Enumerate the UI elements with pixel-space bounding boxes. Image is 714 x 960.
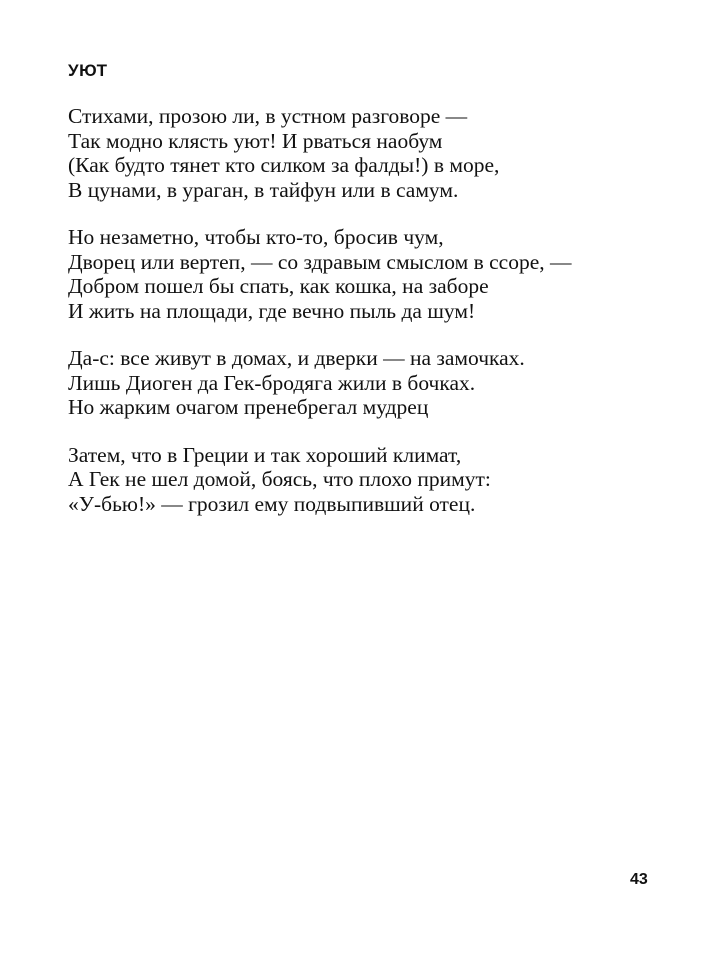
poem-title: УЮТ xyxy=(68,61,108,80)
poem-line: Дворец или вертеп, — со здравым смыслом в ссоре, — xyxy=(68,249,572,274)
poem-line: «У-бью!» — грозил ему подвыпивший отец. xyxy=(68,491,476,516)
poem-line: А Гек не шел домой, боясь, что плохо примут: xyxy=(68,467,491,491)
poem-body xyxy=(68,104,688,539)
stanza-2 xyxy=(68,225,688,323)
stanza-4 xyxy=(68,443,688,517)
poem-line: Стихами, прозою ли, в устном разговоре — xyxy=(68,104,468,128)
poem-line: Но жарким очагом пренебрегал мудрец xyxy=(68,395,429,419)
poem-line: Лишь Диоген да Гек-бродяга жили в бочках. xyxy=(68,370,476,395)
poem-line: Так модно клясть уют! И рваться наобум xyxy=(68,128,443,153)
poem-line: Затем, что в Греции и так хороший климат, xyxy=(68,442,462,467)
poem-line: Добром пошел бы спать, как кошка, на заборе xyxy=(68,274,489,298)
page-number: 43 xyxy=(630,871,648,888)
poem-line: Да-с: все живут в домах, и дверки — на замочках. xyxy=(68,346,525,370)
poem-line: Но незаметно, чтобы кто-то, бросив чум, xyxy=(68,225,444,249)
stanza-3 xyxy=(68,346,688,420)
stanza-1 xyxy=(68,104,688,202)
poem-line: В цунами, в ураган, в тайфун или в самум. xyxy=(68,177,459,202)
poem-line: И жить на площади, где вечно пыль да шум! xyxy=(68,298,476,323)
poem-line: (Как будто тянет кто силком за фалды!) в море, xyxy=(68,153,500,177)
